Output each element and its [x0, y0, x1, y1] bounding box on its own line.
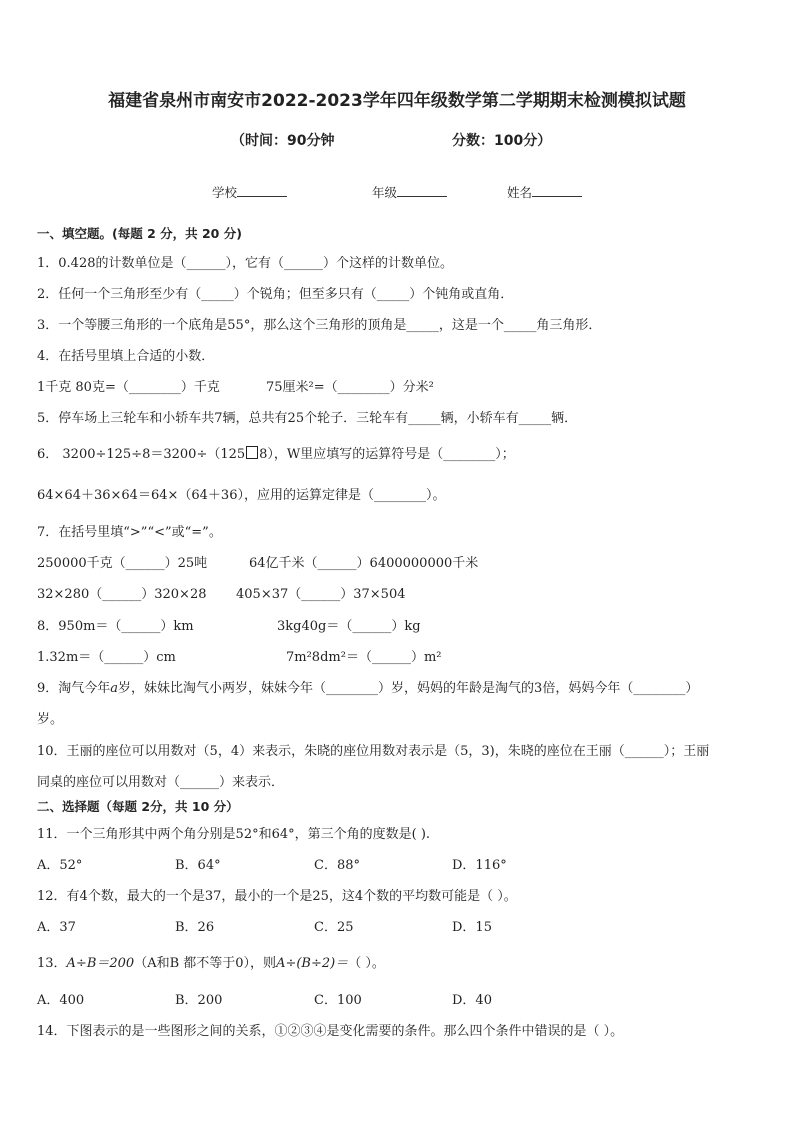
- question-8b: 3kg40g＝（______）kg: [277, 619, 421, 634]
- question-13-condition: （A和B 都不等于0），则: [134, 956, 277, 971]
- question-5: 5．停车场上三轮车和小轿车共7辆，总共有25个轮子．三轮车有_____辆，小轿车有_____辆．: [37, 411, 578, 426]
- question-13-formula: A÷B＝200: [66, 956, 135, 971]
- question-13: [37, 952, 385, 971]
- name-field: [507, 183, 582, 201]
- question-8a: 8．950m＝（______）km: [37, 619, 194, 634]
- question-6b: 64×64＋36×64＝64×（64＋36），应用的运算定律是（________）。: [37, 488, 446, 503]
- question-10: 10．王丽的座位可以用数对（5，4）来表示，朱晓的座位用数对表示是（5，3)，朱晓的座位在王丽（______）；王丽: [37, 744, 710, 759]
- question-4a: 1千克 80克=（________）千克: [37, 380, 220, 395]
- q11-option-d: D．116°: [452, 858, 507, 873]
- question-14: 14．下图表示的是一些图形之间的关系，①②③④是变化需要的条件。那么四个条件中错误的是（ ）。: [37, 1024, 624, 1039]
- q13-option-a: A．400: [37, 993, 85, 1008]
- question-9-line2: 岁。: [37, 712, 64, 727]
- q13-option-c: C．100: [314, 993, 362, 1008]
- grade-blank: [397, 184, 447, 197]
- question-6: [37, 443, 515, 462]
- section1-heading: 一、填空题。(每题 2 分，共 20 分): [37, 226, 242, 241]
- question-9: [37, 677, 698, 696]
- exam-time: （时间：90分钟: [231, 133, 335, 149]
- school-blank: [237, 184, 287, 197]
- question-9-variable: a: [110, 681, 119, 696]
- exam-score: 分数：100分）: [452, 133, 552, 149]
- question-9-part2: 岁，妹妹比淘气小两岁，妹妹今年（________）岁，妈妈的年龄是淘气的3倍，妈妈今年（________）: [118, 681, 699, 696]
- grade-label: 年级: [372, 185, 398, 200]
- q13-option-d: D．40: [452, 993, 492, 1008]
- question-4b: 75厘米²=（________）分米²: [266, 380, 434, 395]
- exam-title: 福建省泉州市南安市2022-2023学年四年级数学第二学期期末检测模拟试题: [108, 91, 686, 111]
- q11-option-c: C．88°: [314, 858, 360, 873]
- question-7c: 32×280（______）320×28: [37, 587, 207, 602]
- name-label: 姓名: [507, 185, 533, 200]
- question-13-blank: （ ）。: [348, 956, 385, 971]
- section2-heading: 二、选择题（每题 2分，共 10 分）: [37, 799, 239, 814]
- question-13-formula2: A÷(B÷2)＝: [276, 956, 349, 971]
- question-3: 3．一个等腰三角形的一个底角是55°，那么这个三角形的顶角是_____，这是一个_____角三角形．: [37, 318, 602, 333]
- q13-option-b: B．200: [175, 993, 223, 1008]
- question-7d: 405×37（______）37×504: [236, 587, 406, 602]
- q12-option-b: B．26: [175, 920, 215, 935]
- question-13-number: 13．: [37, 956, 67, 971]
- q12-option-c: C．25: [314, 920, 354, 935]
- q11-option-b: B．64°: [175, 858, 221, 873]
- question-7b: 64亿千米（______）6400000000千米: [249, 556, 479, 571]
- question-8d: 7m²8dm²＝（______）m²: [286, 650, 442, 665]
- school-label: 学校: [212, 185, 238, 200]
- q11-option-a: A．52°: [37, 858, 83, 873]
- school-field: [212, 183, 287, 201]
- grade-field: [372, 183, 447, 201]
- question-7a: 250000千克（______）25吨: [37, 556, 208, 571]
- question-12: 12．有4个数，最大的一个是37，最小的一个是25，这4个数的平均数可能是（ ）。: [37, 889, 517, 904]
- question-10-line2: 同桌的座位可以用数对（______）来表示．: [37, 775, 285, 790]
- q12-option-d: D．15: [452, 920, 492, 935]
- question-4: 4．在括号里填上合适的小数．: [37, 349, 215, 364]
- question-8c: 1.32m＝（______）cm: [37, 650, 176, 665]
- blank-square-icon: [246, 446, 258, 459]
- question-6-suffix: 8），W里应填写的运算符号是（________）；: [259, 447, 515, 462]
- question-9-part1: 9．淘气今年: [37, 681, 111, 696]
- question-2: 2．任何一个三角形至少有（_____）个锐角；但至多只有（_____）个钝角或直角．: [37, 287, 514, 302]
- question-11: 11．一个三角形其中两个角分别是52°和64°，第三个角的度数是( ).: [37, 827, 431, 842]
- name-blank: [532, 184, 582, 197]
- question-1: 1．0.428的计数单位是（______），它有（______）个这样的计数单位。: [37, 256, 453, 271]
- question-7: 7．在括号里填“>”“<”或“=”。: [37, 525, 222, 540]
- question-6-prefix: 6． 3200÷125÷8＝3200÷（125: [37, 447, 246, 462]
- q12-option-a: A．37: [37, 920, 76, 935]
